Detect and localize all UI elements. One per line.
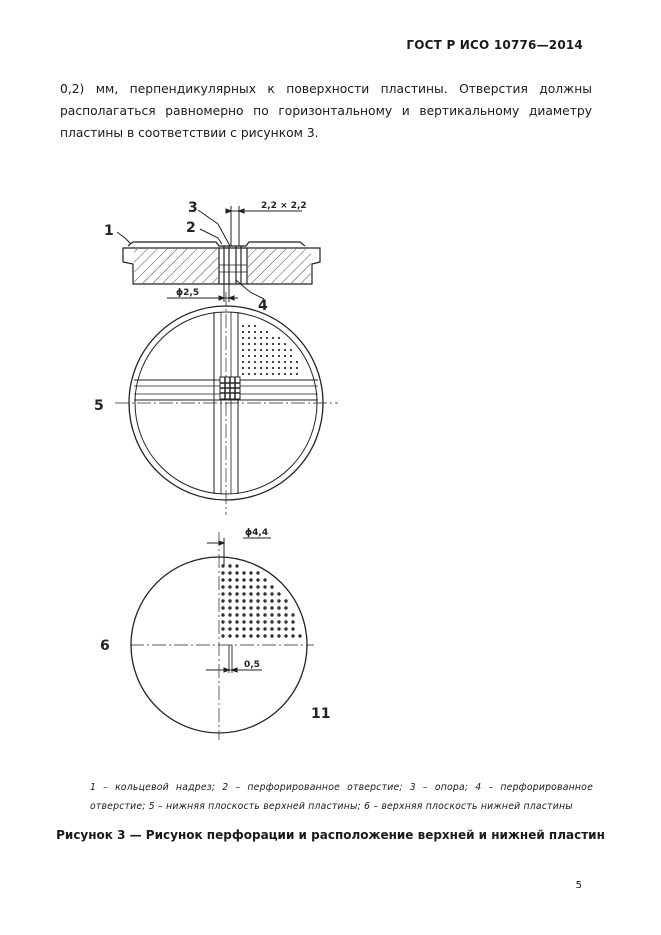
perforation-hole: [284, 599, 287, 602]
perforation-hole: [270, 627, 273, 630]
perforation-hole: [242, 325, 244, 327]
perforation-hole: [270, 599, 273, 602]
perforation-hole: [272, 367, 274, 369]
perforation-hole: [291, 627, 294, 630]
perforation-hole: [235, 634, 238, 637]
perforation-hole: [228, 571, 231, 574]
perforation-hole: [221, 634, 224, 637]
perforation-hole: [242, 367, 244, 369]
perforation-hole: [254, 349, 256, 351]
upper-plate-view: [115, 292, 338, 515]
perforation-hole: [256, 592, 259, 595]
perforation-hole: [277, 592, 280, 595]
perforation-hole: [272, 373, 274, 375]
perforation-hole: [263, 627, 266, 630]
perforation-hole: [235, 578, 238, 581]
perforation-hole: [235, 627, 238, 630]
perforation-hole: [242, 613, 245, 616]
perforation-hole: [242, 337, 244, 339]
perforation-hole: [248, 361, 250, 363]
perforation-hole: [256, 613, 259, 616]
perforation-hole: [221, 564, 224, 567]
lower-perforation-dots: [221, 564, 301, 637]
perforation-hole: [284, 343, 286, 345]
perforation-hole: [242, 373, 244, 375]
perforation-hole: [284, 355, 286, 357]
perforation-hole: [291, 613, 294, 616]
perforation-hole: [254, 331, 256, 333]
perforation-hole: [242, 606, 245, 609]
perforation-hole: [263, 592, 266, 595]
perforation-hole: [228, 627, 231, 630]
perforation-hole: [248, 367, 250, 369]
perforation-hole: [249, 606, 252, 609]
perforation-hole: [248, 331, 250, 333]
perforation-hole: [228, 606, 231, 609]
perforation-hole: [263, 585, 266, 588]
perforation-hole: [260, 343, 262, 345]
perforation-hole: [256, 585, 259, 588]
perforation-hole: [249, 578, 252, 581]
perforation-hole: [284, 367, 286, 369]
perforation-hole: [242, 349, 244, 351]
perforation-hole: [266, 337, 268, 339]
perforation-hole: [242, 620, 245, 623]
document-header: ГОСТ Р ИСО 10776—2014: [406, 38, 583, 52]
perforation-hole: [256, 578, 259, 581]
perforation-hole: [260, 331, 262, 333]
perforation-hole: [277, 620, 280, 623]
dimension-d2-5: ϕ2,5: [176, 288, 200, 298]
perforation-hole: [256, 627, 259, 630]
perforation-hole: [266, 373, 268, 375]
label-6: 6: [100, 638, 110, 654]
perforation-hole: [249, 599, 252, 602]
legend-line: отверстие; 5 – нижняя плоскость верхней пластины; 6 – верхняя плоскость нижней пластины: [90, 801, 573, 812]
perforation-hole: [272, 343, 274, 345]
perforation-hole: [242, 331, 244, 333]
perforation-hole: [278, 373, 280, 375]
perforation-hole: [263, 613, 266, 616]
perforation-hole: [248, 337, 250, 339]
perforation-hole: [260, 367, 262, 369]
perforation-hole: [278, 361, 280, 363]
perforation-hole: [270, 613, 273, 616]
perforation-hole: [272, 349, 274, 351]
perforation-hole: [284, 627, 287, 630]
perforation-hole: [277, 599, 280, 602]
perforation-hole: [272, 355, 274, 357]
perforation-hole: [249, 571, 252, 574]
perforation-hole: [235, 564, 238, 567]
perforation-hole: [266, 367, 268, 369]
perforation-hole: [242, 627, 245, 630]
perforation-hole: [228, 613, 231, 616]
perforation-hole: [284, 606, 287, 609]
figure-caption: Рисунок 3 — Рисунок перфорации и расположение верхней и нижней пластин: [56, 828, 605, 842]
perforation-hole: [263, 606, 266, 609]
perforation-hole: [256, 599, 259, 602]
perforation-hole: [228, 564, 231, 567]
perforation-hole: [296, 361, 298, 363]
perforation-hole: [249, 634, 252, 637]
label-11: 11: [311, 706, 331, 722]
perforation-hole: [260, 355, 262, 357]
perforation-hole: [254, 343, 256, 345]
perforation-hole: [291, 634, 294, 637]
perforation-hole: [235, 592, 238, 595]
perforation-hole: [266, 361, 268, 363]
perforation-hole: [221, 620, 224, 623]
perforation-hole: [272, 361, 274, 363]
perforation-hole: [260, 373, 262, 375]
perforation-hole: [242, 355, 244, 357]
perforation-hole: [270, 620, 273, 623]
perforation-hole: [242, 343, 244, 345]
perforation-hole: [278, 349, 280, 351]
perforation-hole: [277, 613, 280, 616]
perforation-hole: [254, 367, 256, 369]
perforation-hole: [221, 592, 224, 595]
perforation-hole: [242, 634, 245, 637]
perforation-hole: [260, 337, 262, 339]
perforation-hole: [228, 585, 231, 588]
perforation-hole: [248, 373, 250, 375]
perforation-hole: [235, 571, 238, 574]
perforation-hole: [263, 620, 266, 623]
perforation-hole: [266, 355, 268, 357]
perforation-hole: [235, 606, 238, 609]
figure-legend: [90, 778, 593, 816]
perforation-hole: [221, 578, 224, 581]
perforation-hole: [221, 599, 224, 602]
perforation-hole: [242, 592, 245, 595]
perforation-hole: [278, 337, 280, 339]
perforation-hole: [254, 337, 256, 339]
perforation-hole: [221, 613, 224, 616]
perforation-hole: [284, 634, 287, 637]
perforation-hole: [254, 361, 256, 363]
perforation-hole: [254, 355, 256, 357]
perforation-hole: [263, 599, 266, 602]
label-5: 5: [94, 398, 104, 414]
perforation-hole: [242, 585, 245, 588]
perforation-hole: [278, 355, 280, 357]
perforation-hole: [248, 355, 250, 357]
perforation-hole: [290, 367, 292, 369]
paragraph-line: пластины в соответствии с рисунком 3.: [60, 126, 319, 140]
legend-line: 1 – кольцевой надрез; 2 – перфорированное отверстие; 3 – опора; 4 – перфорированное: [90, 782, 593, 793]
perforation-hole: [266, 331, 268, 333]
perforation-hole: [263, 634, 266, 637]
perforation-hole: [248, 343, 250, 345]
perforation-hole: [256, 620, 259, 623]
dimension-2-2x2-2: 2,2 × 2,2: [261, 201, 307, 211]
perforation-hole: [284, 373, 286, 375]
label-1: 1: [104, 223, 114, 239]
perforation-hole: [278, 367, 280, 369]
perforation-hole: [228, 578, 231, 581]
perforation-hole: [235, 599, 238, 602]
dimension-d4-4: ϕ4,4: [245, 528, 269, 538]
perforation-hole: [260, 361, 262, 363]
perforation-hole: [235, 585, 238, 588]
perforation-hole: [249, 585, 252, 588]
perforation-hole: [270, 634, 273, 637]
perforation-hole: [254, 373, 256, 375]
perforation-hole: [278, 343, 280, 345]
perforation-hole: [256, 571, 259, 574]
perforation-hole: [270, 585, 273, 588]
perforation-hole: [296, 367, 298, 369]
perforation-hole: [242, 578, 245, 581]
perforation-hole: [248, 325, 250, 327]
perforation-hole: [277, 634, 280, 637]
perforation-hole: [228, 592, 231, 595]
perforation-hole: [249, 613, 252, 616]
perforation-hole: [249, 627, 252, 630]
perforation-hole: [235, 620, 238, 623]
perforation-hole: [284, 613, 287, 616]
perforation-hole: [256, 606, 259, 609]
perforation-hole: [228, 599, 231, 602]
label-2: 2: [186, 220, 196, 236]
perforation-hole: [260, 349, 262, 351]
perforation-hole: [291, 620, 294, 623]
plate-cross-section: [123, 242, 320, 284]
dimension-0-5: 0,5: [244, 660, 260, 670]
upper-perforation-dots: [242, 325, 298, 375]
perforation-hole: [277, 606, 280, 609]
perforation-hole: [266, 349, 268, 351]
perforation-hole: [290, 355, 292, 357]
perforation-hole: [256, 634, 259, 637]
perforation-hole: [270, 606, 273, 609]
label-4: 4: [258, 298, 268, 314]
perforation-hole: [221, 585, 224, 588]
perforation-hole: [248, 349, 250, 351]
perforation-hole: [277, 627, 280, 630]
perforation-hole: [284, 349, 286, 351]
perforation-hole: [221, 606, 224, 609]
perforation-hole: [290, 361, 292, 363]
perforation-hole: [242, 599, 245, 602]
perforation-hole: [290, 349, 292, 351]
paragraph-line: 0,2) мм, перпендикулярных к поверхности пластины. Отверстия должны: [60, 82, 592, 96]
label-3: 3: [188, 200, 198, 216]
perforation-hole: [284, 361, 286, 363]
perforation-hole: [221, 571, 224, 574]
perforation-hole: [228, 620, 231, 623]
page-number: 5: [575, 880, 582, 891]
perforation-hole: [284, 620, 287, 623]
perforation-hole: [296, 373, 298, 375]
paragraph-line: располагаться равномерно по горизонтальному и вертикальному диаметру: [60, 104, 592, 118]
perforation-hole: [228, 634, 231, 637]
perforation-hole: [249, 592, 252, 595]
perforation-hole: [290, 373, 292, 375]
perforation-hole: [242, 571, 245, 574]
perforation-hole: [235, 613, 238, 616]
perforation-hole: [249, 620, 252, 623]
perforation-hole: [270, 592, 273, 595]
perforation-hole: [242, 361, 244, 363]
perforation-hole: [263, 578, 266, 581]
perforation-hole: [221, 627, 224, 630]
perforation-hole: [254, 325, 256, 327]
perforation-hole: [266, 343, 268, 345]
perforation-hole: [298, 634, 301, 637]
perforation-hole: [272, 337, 274, 339]
